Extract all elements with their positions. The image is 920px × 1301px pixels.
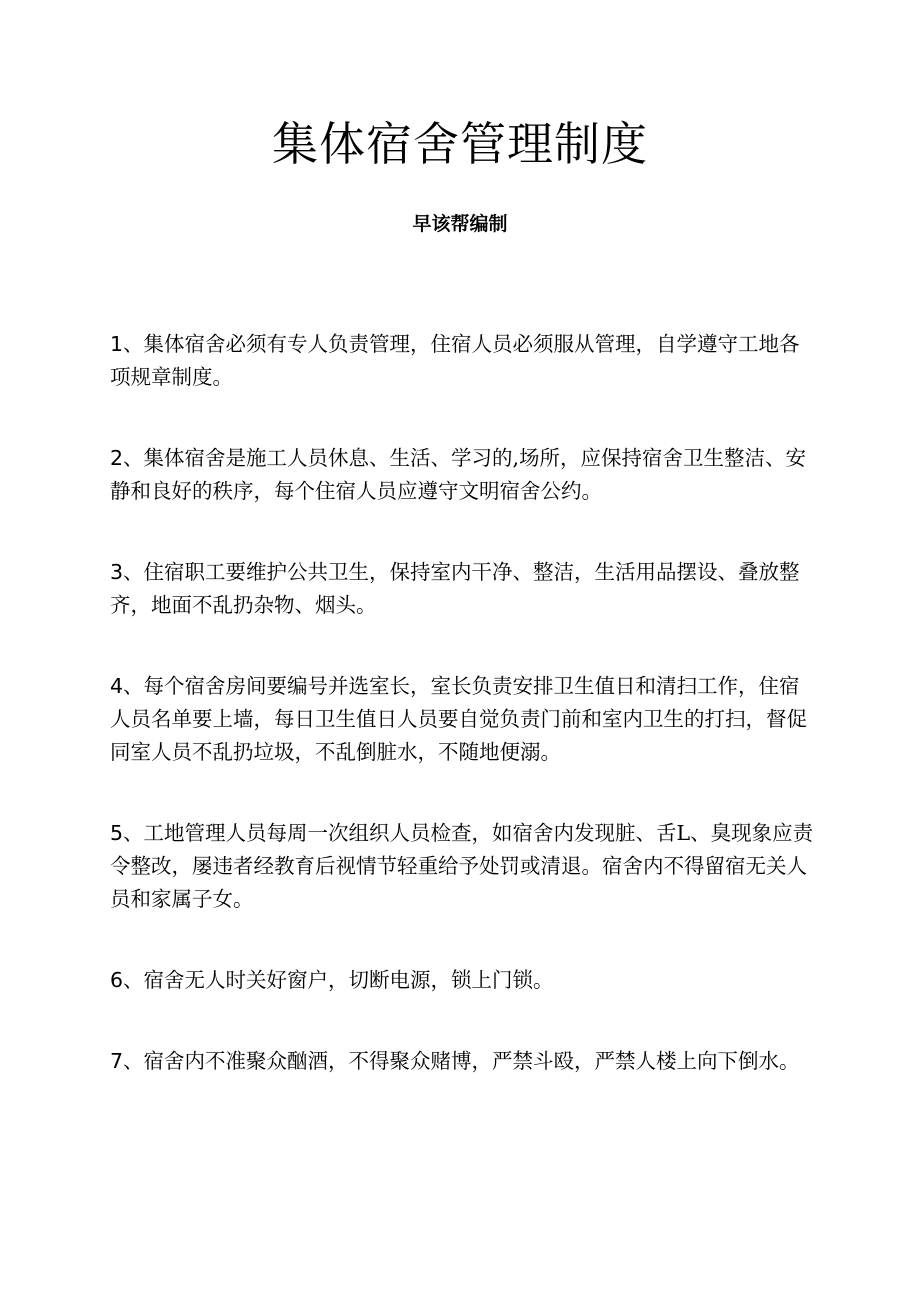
clause-number: 7 xyxy=(110,1049,124,1073)
clause-text: 每个宿舍房间要编号并选室长，室长负责安排卫生值日和清扫工作，住宿人员名单要上墙，每日卫生值日人员要自觉负责门前和室内卫生的打扫，督促同室人员不乱扔垃圾，不乱倒脏水，不随地便溺。 xyxy=(110,674,807,764)
document-author: 早该帮编制 xyxy=(412,213,508,235)
clause-item xyxy=(110,556,815,622)
clause-text: 工地管理人员每周一次组织人员检查，如宿舍内发现脏、舌L、臭现象应责令整改，屡违者经教育后视情节轻重给予处罚或清退。宿舍内不得留宿无关人员和家属子女。 xyxy=(110,821,814,911)
clause-separator: 、 xyxy=(123,674,144,698)
clause-number: 2 xyxy=(110,446,124,470)
clause-number: 1 xyxy=(110,332,124,356)
clause-item xyxy=(110,442,815,508)
clause-item xyxy=(110,964,815,997)
clause-item xyxy=(110,328,815,394)
clause-item xyxy=(110,817,815,916)
clause-separator: 、 xyxy=(123,560,144,584)
clause-separator: 、 xyxy=(123,1049,144,1073)
clause-separator: 、 xyxy=(123,968,144,992)
clause-list xyxy=(110,328,815,1126)
clause-item xyxy=(110,1045,815,1078)
document-title: 集体宿舍管理制度 xyxy=(272,117,648,171)
clause-number: 3 xyxy=(110,560,124,584)
clause-text: 集体宿舍是施工人员休息、生活、学习的,场所，应保持宿舍卫生整洁、安静和良好的秩序，每个住宿人员应遵守文明宿舍公约。 xyxy=(110,446,807,503)
clause-item xyxy=(110,670,815,769)
clause-number: 6 xyxy=(110,968,124,992)
clause-text: 宿舍无人时关好窗户，切断电源，锁上门锁。 xyxy=(143,968,554,992)
clause-number: 5 xyxy=(110,821,124,845)
clause-separator: 、 xyxy=(123,446,144,470)
clause-separator: 、 xyxy=(123,821,144,845)
clause-separator: 、 xyxy=(123,332,144,356)
clause-text: 宿舍内不准聚众酗酒，不得聚众赌博，严禁斗殴，严禁人楼上向下倒水。 xyxy=(143,1049,800,1073)
clause-number: 4 xyxy=(110,674,124,698)
clause-text: 集体宿舍必须有专人负责管理，住宿人员必须服从管理，自学遵守工地各项规章制度。 xyxy=(110,332,800,389)
clause-text: 住宿职工要维护公共卫生，保持室内干净、整洁，生活用品摆设、叠放整齐，地面不乱扔杂物、烟头。 xyxy=(110,560,800,617)
